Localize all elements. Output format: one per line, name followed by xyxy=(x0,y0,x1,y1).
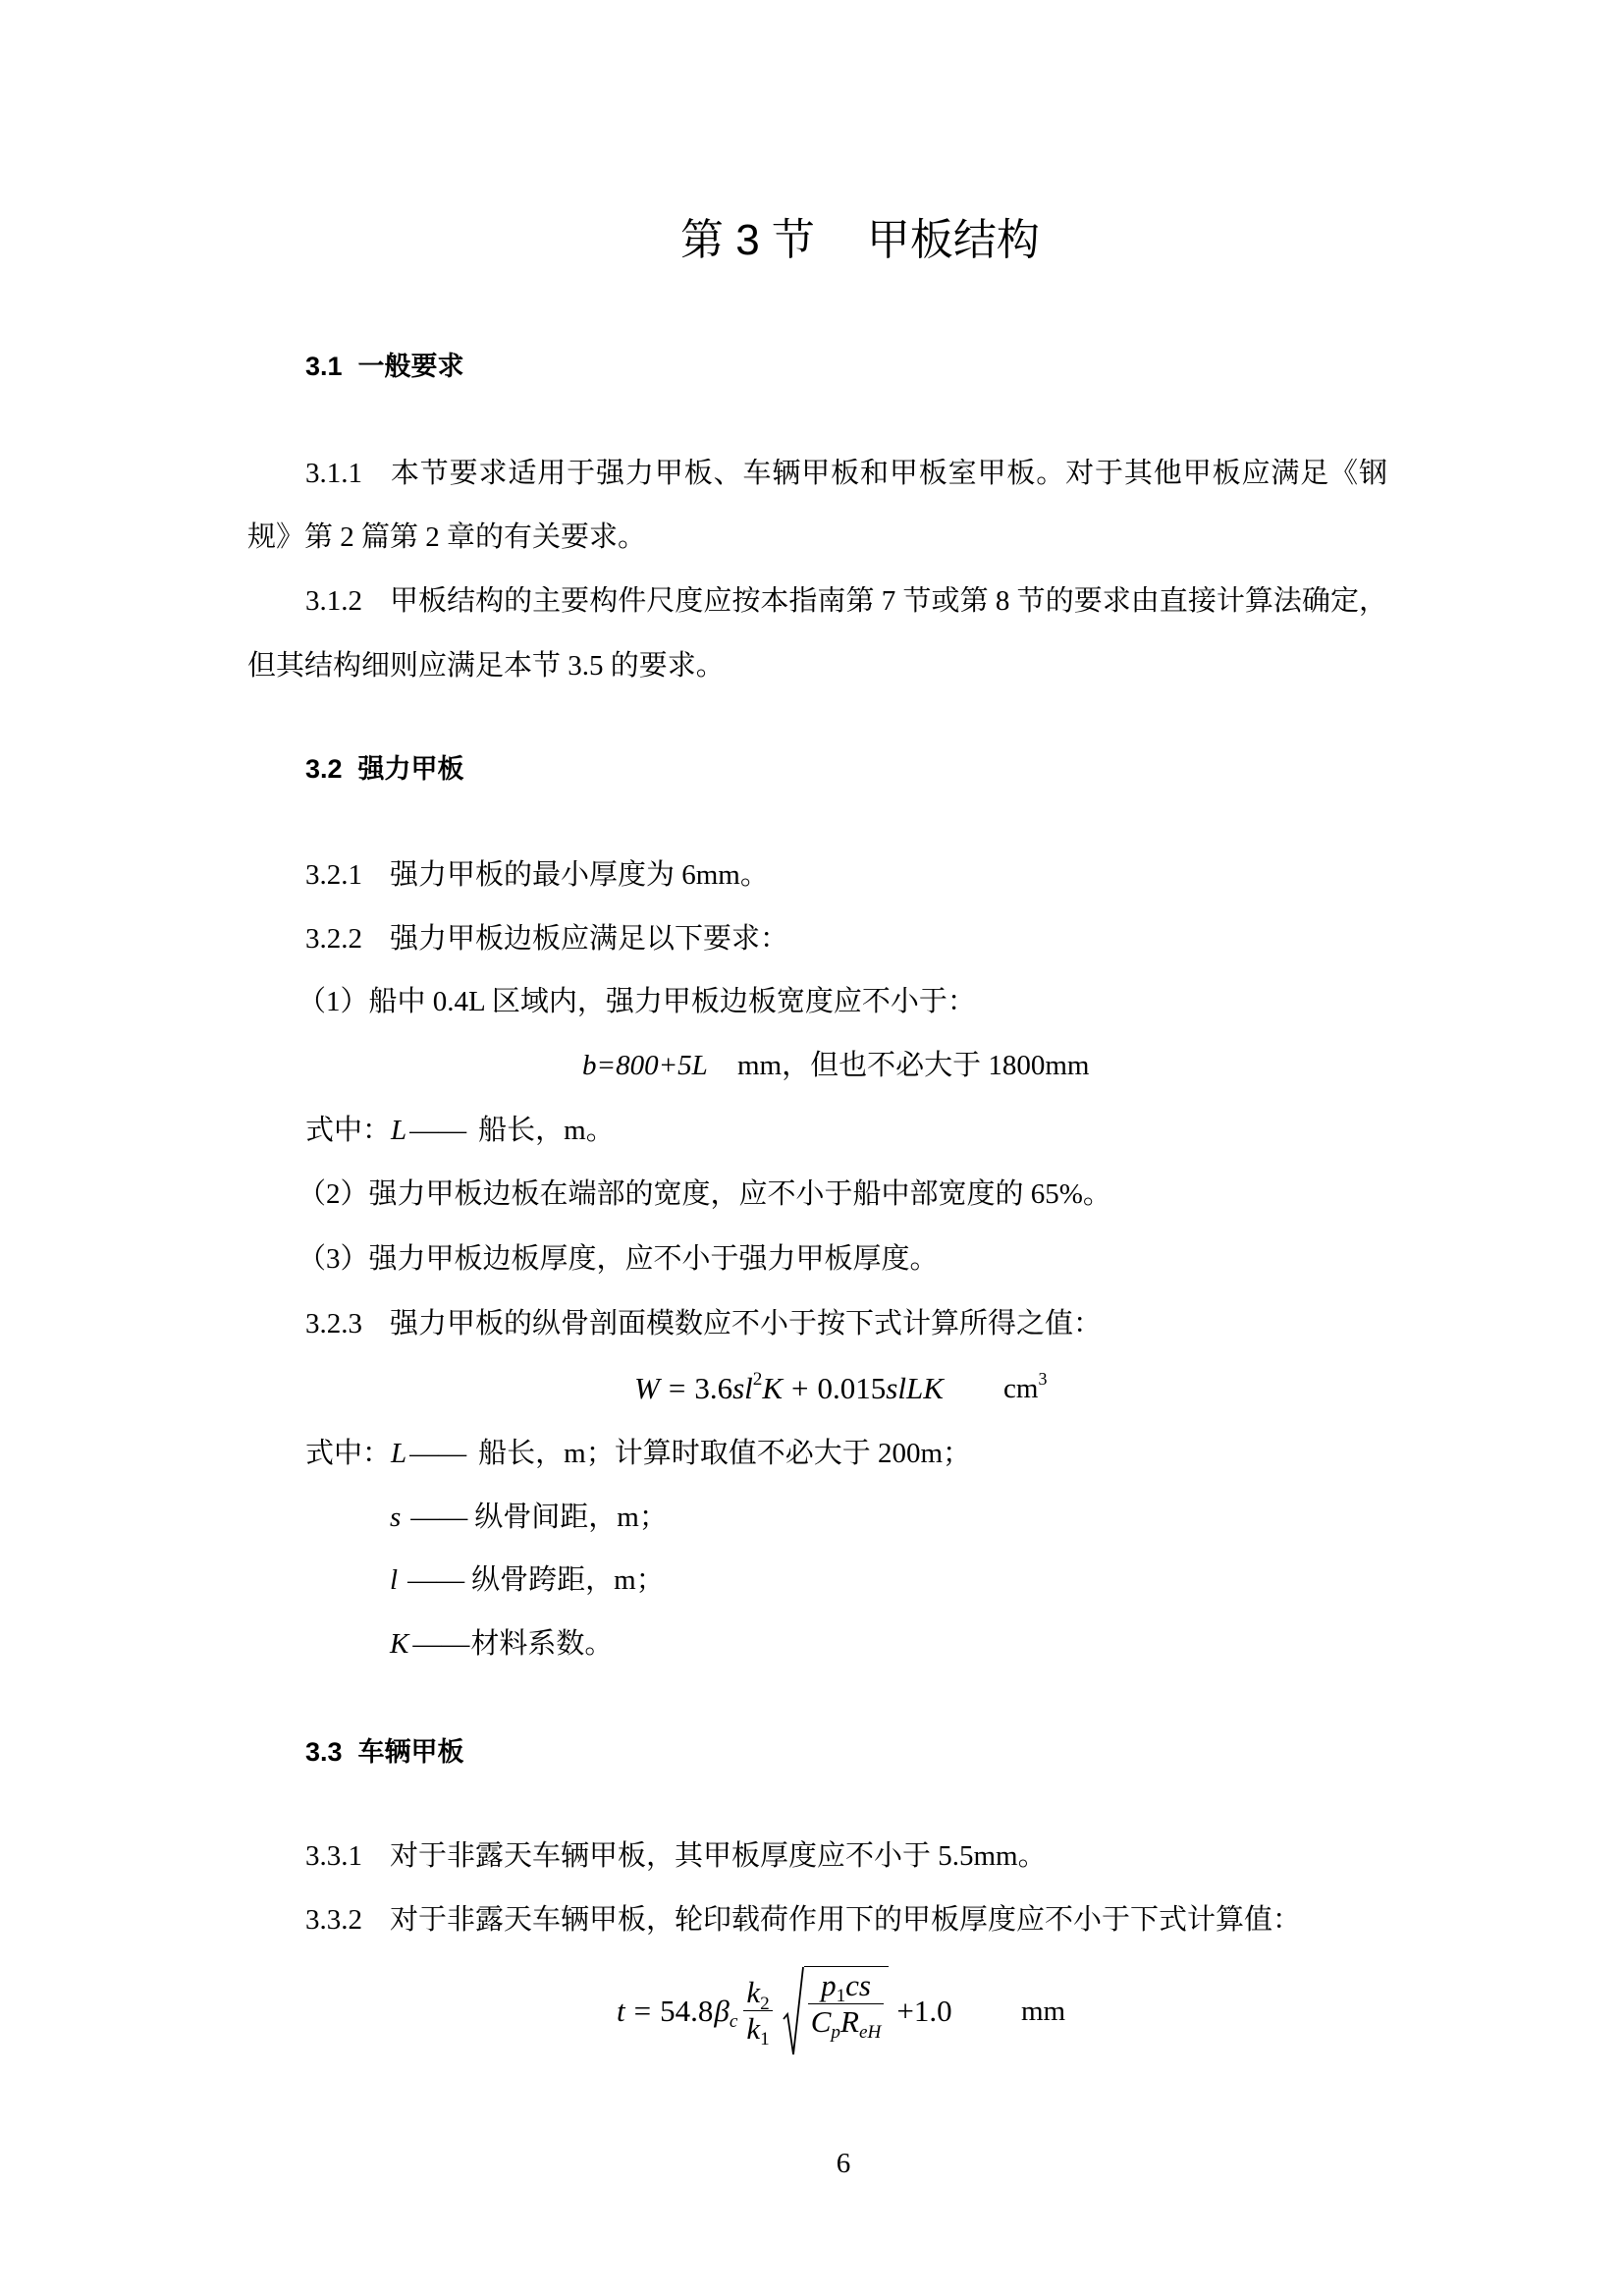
list-item-1: （1）船中 0.4L 区域内，强力甲板边板宽度应不小于： xyxy=(298,986,976,1017)
formula-ratio-fraction xyxy=(743,1975,772,2050)
formula-coefficient: 54.8 xyxy=(660,1994,714,2028)
clause-number: 3.1.1 xyxy=(305,459,362,488)
clause-3-2-1 xyxy=(305,860,769,890)
where-dash: —— xyxy=(412,1628,470,1660)
clause-text: 强力甲板边板应满足以下要求： xyxy=(390,923,789,955)
where-clause-span xyxy=(390,1565,665,1595)
where-label: 式中： xyxy=(305,1115,392,1146)
heading-text: 一般要求 xyxy=(357,352,464,381)
radical-sign-icon xyxy=(783,1966,804,2056)
fraction-denominator xyxy=(808,2003,885,2043)
formula-variables-2: slLK xyxy=(886,1371,944,1405)
ratio-numerator-symbol: k xyxy=(746,1975,761,2010)
unit-exponent: 3 xyxy=(1038,1369,1048,1390)
clause-number: 3.2.2 xyxy=(305,923,362,955)
formula-beta: β xyxy=(714,1994,730,2028)
list-item-2: （2）强力甲板边板在端部的宽度，应不小于船中部宽度的 65%。 xyxy=(298,1178,1111,1210)
clause-3-3-1 xyxy=(305,1841,1047,1871)
clause-text: 强力甲板的最小厚度为 6mm。 xyxy=(390,859,769,891)
radicand-numerator-rest: cs xyxy=(845,1967,871,2002)
where-definition: 材料系数。 xyxy=(470,1628,614,1660)
radicand-c-subscript: p xyxy=(831,2021,841,2043)
clause-number: 3.2.3 xyxy=(305,1308,362,1339)
where-symbol: L xyxy=(391,1438,407,1469)
radicand xyxy=(804,1966,890,2056)
unit-text: cm xyxy=(1003,1373,1039,1404)
list-item-3: （3）强力甲板边板厚度，应不小于强力甲板厚度。 xyxy=(298,1243,939,1275)
formula-stringer-width: b=800+5L xyxy=(582,1050,708,1081)
heading-3-3 xyxy=(305,1738,464,1766)
formula-coefficient-2: 0.015 xyxy=(817,1371,887,1405)
where-clause-length xyxy=(305,1116,615,1145)
clause-3-2-3 xyxy=(305,1309,1102,1339)
where-clause-spacing xyxy=(390,1503,668,1532)
clause-text: 对于非露天车辆甲板，轮印载荷作用下的甲板厚度应不小于下式计算值： xyxy=(390,1904,1302,1936)
page-number: 6 xyxy=(836,2148,851,2179)
clause-number: 3.3.1 xyxy=(305,1840,362,1872)
formula-beta-subscript: c xyxy=(729,2011,738,2033)
formula-beta-group xyxy=(714,1994,738,2033)
clause-text: 强力甲板的纵骨剖面模数应不小于按下式计算所得之值： xyxy=(390,1308,1103,1339)
formula-lhs: W xyxy=(634,1371,660,1405)
ratio-denominator-symbol: k xyxy=(746,2011,761,2046)
formula-plus: + xyxy=(791,1371,809,1405)
where-dash: —— xyxy=(409,1115,467,1146)
formula-lhs: t xyxy=(617,1994,625,2028)
where-symbol: l xyxy=(390,1564,399,1596)
formula-square-root xyxy=(783,1966,890,2056)
formula-section-modulus-unit xyxy=(1003,1369,1048,1404)
heading-text: 车辆甲板 xyxy=(357,1737,464,1767)
clause-3-1-1-line-1 xyxy=(305,459,1387,488)
clause-3-1-2-line-1 xyxy=(305,586,1387,616)
clause-text: 本节要求适用于强力甲板、车辆甲板和甲板室甲板。对于其他甲板应满足《钢 xyxy=(390,459,1387,488)
radicand-r-symbol: R xyxy=(840,2003,859,2039)
where-label: 式中： xyxy=(305,1438,392,1469)
where-definition: 船长，m；计算时取值不必大于 200m； xyxy=(478,1438,972,1469)
where-symbol: K xyxy=(390,1628,409,1660)
section-title xyxy=(680,218,1040,263)
where-definition: 纵骨跨距，m； xyxy=(471,1564,665,1596)
heading-3-2 xyxy=(305,755,464,783)
clause-text: 甲板结构的主要构件尺度应按本指南第 7 节或第 8 节的要求由直接计算法确定， xyxy=(390,586,1387,616)
heading-3-1 xyxy=(305,353,464,380)
formula-deck-thickness xyxy=(617,1964,952,2058)
where-symbol: s xyxy=(390,1502,402,1533)
clause-number: 3.3.2 xyxy=(305,1904,362,1936)
where-definition: 船长，m。 xyxy=(478,1115,615,1146)
where-clause-material-factor xyxy=(390,1629,613,1659)
radicand-fraction xyxy=(808,1967,885,2043)
formula-material-factor: K xyxy=(762,1371,784,1405)
formula-section-modulus xyxy=(634,1369,944,1405)
formula-coefficient-1: 3.6 xyxy=(694,1371,733,1405)
section-title-number: 第 3 节 xyxy=(680,216,815,264)
heading-text: 强力甲板 xyxy=(357,754,464,784)
formula-equals: = xyxy=(668,1371,686,1405)
heading-number: 3.2 xyxy=(305,754,343,784)
ratio-numerator-subscript: 2 xyxy=(760,1993,770,2014)
clause-text: 对于非露天车辆甲板，其甲板厚度应不小于 5.5mm。 xyxy=(390,1840,1047,1872)
clause-3-1-2-line-2: 但其结构细则应满足本节 3.5 的要求。 xyxy=(247,650,725,682)
where-dash: —— xyxy=(410,1502,468,1533)
clause-3-3-2 xyxy=(305,1905,1301,1935)
where-dash: —— xyxy=(409,1438,467,1469)
clause-3-2-2 xyxy=(305,924,788,954)
fraction-denominator xyxy=(743,2011,772,2050)
formula-plus-term: +1.0 xyxy=(896,1994,952,2028)
formula-deck-thickness-unit: mm xyxy=(1021,1995,1066,2027)
radicand-pressure-symbol: p xyxy=(821,1967,837,2002)
radicand-pressure-subscript: 1 xyxy=(836,1986,846,2007)
clause-number: 3.2.1 xyxy=(305,859,362,891)
radicand-c-symbol: C xyxy=(810,2003,832,2039)
formula-exponent: 2 xyxy=(752,1369,763,1391)
formula-stringer-width-condition: mm，但也不必大于 1800mm xyxy=(737,1050,1090,1081)
ratio-denominator-subscript: 1 xyxy=(760,2029,770,2050)
formula-equals: = xyxy=(633,1994,652,2028)
heading-number: 3.1 xyxy=(305,352,343,381)
where-definition: 纵骨间距，m； xyxy=(474,1502,668,1533)
heading-number: 3.3 xyxy=(305,1737,343,1767)
clause-number: 3.1.2 xyxy=(305,586,362,616)
section-title-name: 甲板结构 xyxy=(866,216,1040,264)
fraction-numerator xyxy=(808,1967,885,2007)
radicand-r-subscript: eH xyxy=(858,2021,882,2043)
formula-variables-1: sl xyxy=(732,1371,753,1405)
where-symbol: L xyxy=(391,1115,407,1146)
where-clause-length xyxy=(305,1439,971,1468)
fraction-numerator xyxy=(743,1975,772,2014)
where-dash: —— xyxy=(407,1564,465,1596)
clause-3-1-1-line-2: 规》第 2 篇第 2 章的有关要求。 xyxy=(247,521,647,553)
